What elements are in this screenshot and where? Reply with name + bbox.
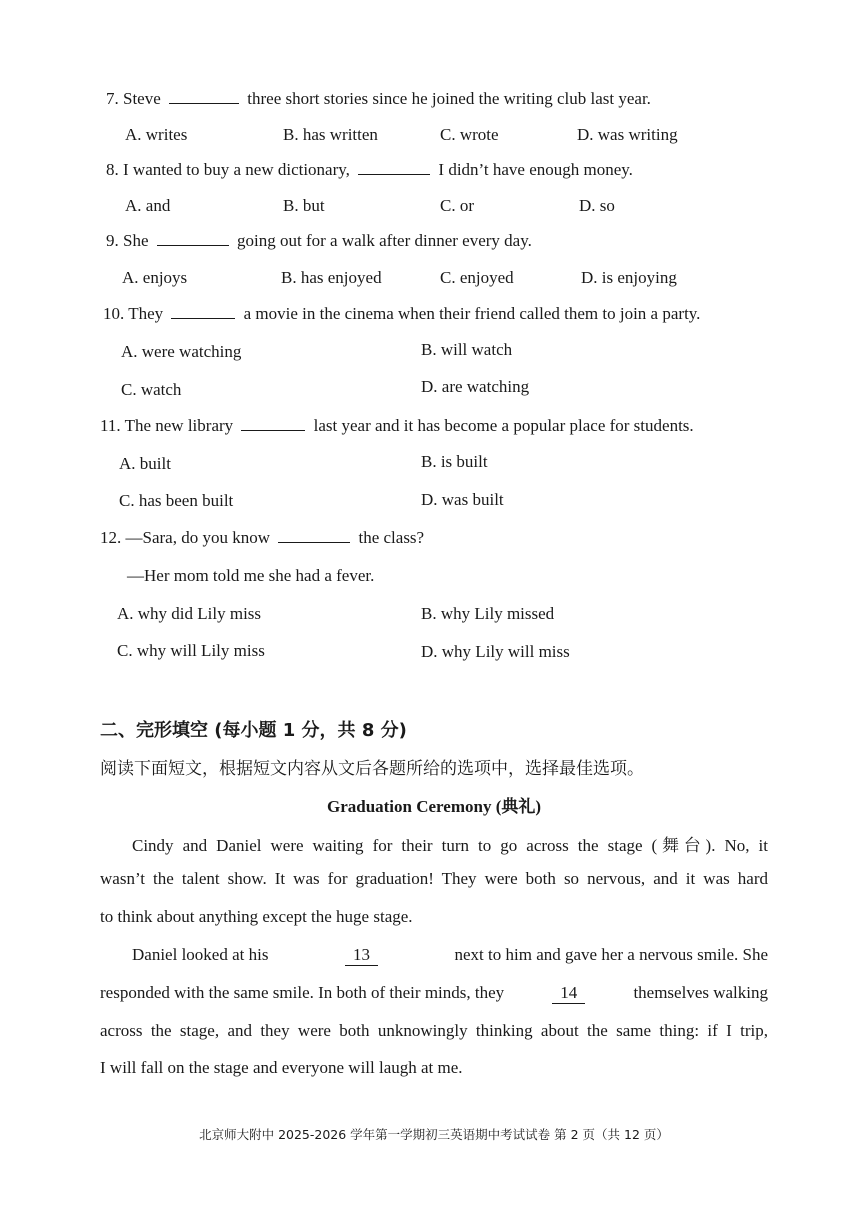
- option-b: B. but: [283, 196, 325, 215]
- answer-blank: [169, 102, 239, 104]
- option-b: B. has enjoyed: [281, 268, 382, 287]
- question-text-after: the class?: [358, 528, 425, 547]
- option-c: C. wrote: [440, 125, 499, 144]
- question-text-before: Steve: [123, 89, 161, 108]
- passage-line-with-blank-13: [132, 945, 768, 966]
- answer-blank: [278, 541, 350, 543]
- option-c: C. watch: [121, 380, 182, 399]
- option-a: A. enjoys: [122, 268, 188, 287]
- passage-line: wasn’t the talent show. It was for graduation! They were both so nervous, and it was hard: [100, 869, 768, 888]
- question-text-before: She: [123, 231, 149, 250]
- passage-line: to think about anything except the huge stage.: [100, 907, 413, 926]
- option-c: C. enjoyed: [440, 268, 514, 287]
- passage-line: I will fall on the stage and everyone will laugh at me.: [100, 1058, 463, 1077]
- option-a: A. writes: [125, 125, 188, 144]
- blank-14: 14: [552, 983, 585, 1004]
- option-d: D. so: [579, 196, 615, 215]
- passage-text: next to him and gave her a nervous smile. She: [454, 945, 768, 964]
- page-footer: 北京师大附中 2025-2026 学年第一学期初三英语期中考试试卷 第 2 页（共 12 页）: [199, 1127, 669, 1142]
- option-d: D. why Lily will miss: [421, 642, 570, 661]
- passage-text: themselves walking: [633, 983, 768, 1002]
- question-11: [100, 416, 694, 436]
- question-text-after: going out for a walk after dinner every day.: [237, 231, 532, 250]
- passage-line: across the stage, and they were both unknowingly thinking about the same thing: if I trip,: [100, 1021, 768, 1040]
- answer-blank: [241, 429, 305, 431]
- option-a: A. and: [125, 196, 171, 215]
- question-text-after: I didn’t have enough money.: [438, 160, 633, 179]
- question-8: [106, 160, 633, 180]
- passage-line-with-blank-14: [100, 983, 768, 1004]
- blank-13: 13: [345, 945, 378, 966]
- section-heading: 二、完形填空 (每小题 1 分，共 8 分): [100, 720, 407, 741]
- question-text-after: a movie in the cinema when their friend called them to join a party.: [243, 304, 701, 323]
- question-text-after: three short stories since he joined the writing club last year.: [247, 89, 651, 108]
- option-a: A. built: [119, 454, 171, 473]
- question-number: 11.: [100, 416, 121, 435]
- option-b: B. is built: [421, 452, 488, 471]
- option-d: D. was writing: [577, 125, 678, 144]
- question-text-before: —Sara, do you know: [125, 528, 270, 547]
- question-number: 10.: [103, 304, 125, 323]
- option-c: C. has been built: [119, 491, 234, 510]
- question-7: [106, 89, 651, 109]
- question-number: 8.: [106, 160, 119, 179]
- option-a: A. why did Lily miss: [117, 604, 262, 623]
- option-d: D. was built: [421, 490, 504, 509]
- question-text-before: The new library: [124, 416, 234, 435]
- question-10: [103, 304, 700, 324]
- question-number: 7.: [106, 89, 119, 108]
- answer-blank: [157, 244, 229, 246]
- question-text-after: last year and it has become a popular place for students.: [313, 416, 694, 435]
- passage-text: responded with the same smile. In both of their minds, they: [100, 983, 505, 1002]
- option-b: B. why Lily missed: [421, 604, 555, 623]
- passage-text: Daniel looked at his: [132, 945, 269, 964]
- option-d: D. are watching: [421, 377, 530, 396]
- option-d: D. is enjoying: [581, 268, 677, 287]
- dialogue-reply: —Her mom told me she had a fever.: [127, 566, 375, 585]
- answer-blank: [171, 317, 235, 319]
- question-text-before: They: [128, 304, 164, 323]
- option-b: B. has written: [283, 125, 378, 144]
- passage-line: Cindy and Daniel were waiting for their turn to go across the stage (舞台). No, it: [132, 836, 768, 855]
- question-number: 12.: [100, 528, 122, 547]
- question-12: [100, 528, 424, 548]
- option-b: B. will watch: [421, 340, 513, 359]
- answer-blank: [358, 173, 430, 175]
- section-instruction: 阅读下面短文，根据短文内容从文后各题所给的选项中，选择最佳选项。: [100, 759, 644, 779]
- question-9: [106, 231, 532, 251]
- passage-title: Graduation Ceremony (典礼): [326, 797, 542, 816]
- option-c: C. why will Lily miss: [117, 641, 265, 660]
- option-c: C. or: [440, 196, 474, 215]
- option-a: A. were watching: [121, 342, 242, 361]
- question-number: 9.: [106, 231, 119, 250]
- question-text-before: I wanted to buy a new dictionary,: [123, 160, 350, 179]
